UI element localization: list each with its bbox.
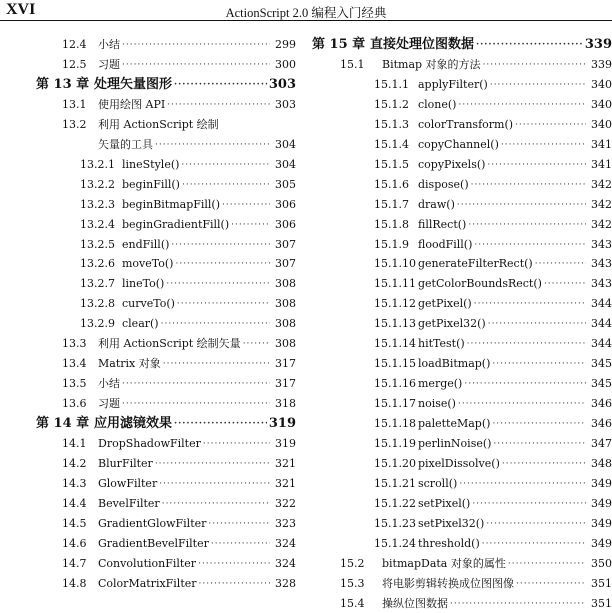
toc-entry-title: endFill() (122, 237, 170, 251)
toc-entry-number: 15.1.6 (374, 177, 409, 191)
toc-entry-title: lineStyle() (122, 157, 180, 171)
toc-page-number: 324 (275, 536, 296, 550)
toc-entry-title: 小结 (98, 377, 120, 391)
toc-entry-number: 15.1.23 (374, 516, 416, 530)
toc-entry (0, 555, 296, 573)
toc-page-number: 308 (275, 297, 296, 311)
leader-dots (155, 136, 270, 154)
toc-page-number: 308 (275, 277, 296, 291)
toc-entry (312, 275, 612, 293)
toc-page-number: 349 (591, 476, 612, 490)
toc-page-number: 351 (591, 596, 612, 610)
toc-entry (0, 395, 296, 413)
leader-dots (203, 435, 270, 453)
toc-page-number: 343 (591, 257, 612, 271)
toc-entry (0, 295, 296, 313)
leader-dots (174, 76, 267, 94)
leader-dots (483, 56, 586, 74)
toc-entry-title: setPixel() (418, 496, 471, 510)
toc-page-number: 299 (275, 38, 296, 51)
leader-dots (171, 236, 270, 254)
leader-dots (516, 575, 586, 593)
toc-entry-title: perlinNoise() (418, 437, 492, 450)
toc-entry (0, 575, 296, 593)
toc-entry (0, 236, 296, 254)
leader-dots (535, 255, 586, 273)
toc-entry-number: 14.3 (62, 476, 87, 490)
toc-entry-number: 15.1.20 (374, 456, 416, 470)
toc-entry-title: beginBitmapFill() (122, 197, 221, 211)
toc-entry (0, 176, 296, 194)
toc-entry-number: 14.2 (62, 456, 87, 470)
toc-entry-title: dispose() (418, 177, 469, 191)
toc-entry-number: 12.5 (62, 57, 87, 71)
toc-entry-title: generateFilterRect() (418, 257, 533, 271)
toc-entry-title: 直接处理位图数据 (370, 37, 475, 52)
toc-entry-title: 习题 (98, 57, 120, 71)
toc-entry-number: 15.1 (340, 57, 365, 71)
toc-entry-title: BevelFilter (98, 496, 160, 510)
toc-entry (312, 335, 612, 353)
toc-entry (312, 575, 612, 593)
toc-entry-title: 使用绘图 API (98, 97, 166, 111)
leader-dots (161, 315, 270, 333)
toc-page-number: 323 (275, 516, 296, 530)
toc-entry (312, 255, 612, 273)
toc-page-number: 306 (275, 217, 296, 231)
toc-entry-number: 13.2.4 (80, 217, 115, 231)
toc-entry-number: 14.7 (62, 556, 87, 570)
leader-dots (122, 36, 270, 54)
toc-entry-title: getColorBoundsRect() (418, 277, 542, 291)
toc-entry-title: hitTest() (418, 337, 465, 351)
toc-entry-number: 13.2.6 (80, 257, 115, 271)
leader-dots (515, 116, 586, 134)
leader-dots (122, 375, 270, 393)
toc-entry (312, 315, 612, 333)
toc-page-number: 308 (275, 317, 296, 331)
toc-page-number: 319 (268, 416, 296, 432)
toc-page-number: 344 (591, 337, 612, 351)
toc-entry-number: 15.1.8 (374, 217, 409, 231)
leader-dots (198, 555, 270, 573)
toc-entry (312, 375, 612, 393)
toc-entry-title: Matrix 对象 (98, 357, 161, 371)
toc-page-number: 343 (591, 277, 612, 291)
leader-dots (457, 196, 586, 214)
toc-entry (0, 335, 296, 353)
toc-entry-number: 13.6 (62, 397, 87, 411)
toc-entry (312, 76, 612, 94)
toc-entry-title: 利用 ActionScript 绘制 (98, 117, 219, 131)
leader-dots (450, 595, 586, 613)
toc-entry-title: colorTransform() (418, 117, 514, 131)
leader-dots (501, 136, 586, 154)
toc-page-number: 344 (591, 317, 612, 331)
toc-entry (312, 116, 612, 134)
leader-dots (487, 156, 586, 174)
toc-entry-title: 将电影剪辑转换成位图图像 (382, 576, 514, 590)
toc-entry (0, 515, 296, 533)
leader-dots (222, 196, 270, 214)
toc-entry-number: 15.1.9 (374, 237, 409, 251)
toc-page-number: 345 (591, 357, 612, 371)
toc-page-number: 339 (591, 57, 612, 71)
toc-page-number: 317 (275, 377, 296, 391)
toc-entry-title: ConvolutionFilter (98, 556, 197, 570)
toc-chapter-entry (312, 36, 612, 54)
toc-entry (312, 236, 612, 254)
toc-page-number: 349 (591, 536, 612, 550)
toc-entry (0, 495, 296, 513)
toc-entry-title: floodFill() (418, 237, 473, 251)
toc-page-number: 342 (591, 217, 612, 231)
toc-page-number: 306 (275, 197, 296, 211)
toc-entry-number: 15.1.17 (374, 397, 416, 411)
toc-entry-number: 14.5 (62, 516, 87, 530)
toc-entry-number: 15.1.5 (374, 157, 409, 171)
leader-dots (464, 375, 586, 393)
toc-entry-number: 15.1.10 (374, 257, 416, 271)
toc-entry (0, 355, 296, 373)
toc-entry-title: Bitmap 对象的方法 (382, 57, 481, 71)
toc-page-number: 341 (591, 137, 612, 151)
toc-entry-title: 应用滤镜效果 (94, 416, 173, 432)
toc-entry-title: 矢量的工具 (98, 137, 153, 151)
toc-entry-title: DropShadowFilter (98, 437, 201, 450)
leader-dots (122, 395, 270, 413)
toc-entry-title: 小结 (98, 38, 120, 51)
toc-entry (312, 555, 612, 573)
toc-entry-number: 13.2.7 (80, 277, 115, 291)
toc-entry (0, 116, 296, 134)
toc-entry-title: GlowFilter (98, 476, 158, 490)
toc-entry-title: curveTo() (122, 297, 175, 311)
toc-entry-number: 第 15 章 (312, 37, 366, 52)
toc-entry (0, 56, 296, 74)
toc-entry-title: merge() (418, 377, 463, 391)
toc-entry (312, 136, 612, 154)
toc-entry-number: 15.1.16 (374, 377, 416, 391)
toc-entry-title: copyPixels() (418, 157, 486, 171)
toc-page-number: 321 (275, 456, 296, 470)
toc-entry-number: 13.4 (62, 357, 87, 371)
toc-entry-number: 15.1.22 (374, 496, 416, 510)
leader-dots (482, 535, 586, 553)
toc-entry-number: 15.1.21 (374, 476, 416, 490)
toc-entry-number: 15.1.3 (374, 117, 409, 131)
leader-dots (488, 315, 586, 333)
toc-entry-title: getPixel() (418, 297, 472, 311)
toc-entry-number: 15.1.12 (374, 297, 416, 311)
leader-dots (175, 255, 270, 273)
toc-entry-title: pixelDissolve() (418, 456, 500, 470)
toc-entry-title: draw() (418, 197, 455, 211)
toc-entry-title: beginGradientFill() (122, 217, 230, 231)
toc-entry (0, 36, 296, 54)
toc-entry (312, 196, 612, 214)
toc-entry-title: loadBitmap() (418, 357, 491, 371)
toc-entry-number: 13.3 (62, 337, 87, 351)
toc-page-number: 300 (275, 57, 296, 71)
toc-entry (0, 455, 296, 473)
leader-dots (177, 295, 270, 313)
leader-dots (492, 355, 586, 373)
toc-page-number: 349 (591, 516, 612, 530)
toc-entry-number: 15.1.24 (374, 536, 416, 550)
toc-page-number: 308 (275, 337, 296, 351)
toc-page-number: 318 (275, 397, 296, 411)
toc-entry (0, 535, 296, 553)
leader-dots (459, 475, 586, 493)
leader-dots (211, 535, 270, 553)
toc-entry-number: 15.1.4 (374, 137, 409, 151)
leader-dots (471, 176, 586, 194)
toc-entry-title: paletteMap() (418, 417, 491, 431)
toc-entry (312, 96, 612, 114)
toc-page-number: 345 (591, 377, 612, 391)
toc-page-number: 340 (591, 77, 612, 91)
toc-page-number: 346 (591, 417, 612, 431)
toc-page-number: 303 (275, 97, 296, 111)
toc-entry (0, 375, 296, 393)
toc-entry (0, 475, 296, 493)
leader-dots (544, 275, 586, 293)
toc-page-number: 307 (275, 257, 296, 271)
toc-page-number: 343 (591, 237, 612, 251)
toc-entry (312, 355, 612, 373)
toc-entry-title: ColorMatrixFilter (98, 576, 197, 590)
header-rule (0, 20, 612, 21)
leader-dots (474, 236, 586, 254)
toc-entry (312, 295, 612, 313)
toc-entry-title: clear() (122, 317, 159, 331)
toc-entry-title: 处理矢量图形 (94, 76, 173, 92)
toc-page-number: 319 (275, 437, 296, 450)
toc-entry (0, 136, 296, 154)
toc-entry (312, 56, 612, 74)
toc-page-number: 321 (275, 476, 296, 490)
leader-dots (468, 216, 586, 234)
toc-entry (312, 535, 612, 553)
page-number: XVI (6, 1, 36, 18)
toc-page-number: 349 (591, 496, 612, 510)
toc-entry-number: 13.2.5 (80, 237, 115, 251)
toc-entry-number: 15.1.1 (374, 77, 409, 91)
toc-entry (312, 216, 612, 234)
toc-entry-number: 15.4 (340, 596, 365, 610)
toc-entry-number: 15.1.19 (374, 437, 416, 450)
toc-page-number: 304 (275, 137, 296, 151)
toc-entry (0, 96, 296, 114)
leader-dots (122, 56, 270, 74)
leader-dots (167, 96, 270, 114)
toc-page-number: 340 (591, 97, 612, 111)
leader-dots (474, 295, 586, 313)
toc-entry-number: 14.1 (62, 437, 87, 450)
leader-dots (199, 575, 270, 593)
toc-entry-title: clone() (418, 97, 457, 111)
leader-dots (155, 455, 270, 473)
toc-entry-number: 15.1.11 (374, 277, 416, 291)
toc-entry (312, 156, 612, 174)
toc-page-number: 347 (591, 437, 612, 450)
toc-entry-number: 14.6 (62, 536, 87, 550)
toc-entry-number: 15.1.13 (374, 317, 416, 331)
toc-page-number: 342 (591, 197, 612, 211)
toc-entry (312, 395, 612, 413)
toc-entry-number: 13.2.2 (80, 177, 115, 191)
leader-dots (472, 495, 586, 513)
toc-page-number: 317 (275, 357, 296, 371)
toc-entry-title: threshold() (418, 536, 480, 550)
toc-entry (0, 196, 296, 214)
toc-entry-number: 13.2.1 (80, 157, 115, 171)
toc-entry-number: 12.4 (62, 38, 87, 51)
page-header (0, 0, 612, 20)
book-title: ActionScript 2.0 编程入门经典 (225, 6, 387, 20)
toc-page-number: 348 (591, 456, 612, 470)
leader-dots (508, 555, 586, 573)
toc-entry-title: copyChannel() (418, 137, 499, 151)
toc-entry-number: 15.1.18 (374, 417, 416, 431)
toc-page-number: 305 (275, 177, 296, 191)
toc-entry-title: GradientGlowFilter (98, 516, 207, 530)
leader-dots (174, 415, 267, 433)
toc-page-number: 304 (275, 157, 296, 171)
toc-page-number: 351 (591, 576, 612, 590)
toc-entry (0, 216, 296, 234)
toc-page-number: 346 (591, 397, 612, 411)
toc-page-number: 340 (591, 117, 612, 131)
toc-entry-number: 14.8 (62, 576, 87, 590)
toc-entry-number: 13.2.8 (80, 297, 115, 311)
toc-entry (312, 176, 612, 194)
leader-dots (458, 395, 586, 413)
toc-page-number: 342 (591, 177, 612, 191)
leader-dots (231, 216, 270, 234)
leader-dots (467, 335, 586, 353)
toc-entry (312, 435, 612, 453)
toc-chapter-entry (0, 415, 296, 433)
leader-dots (490, 76, 586, 94)
toc-entry-title: bitmapData 对象的属性 (382, 556, 506, 570)
leader-dots (163, 355, 270, 373)
toc-entry (0, 315, 296, 333)
leader-dots (486, 515, 586, 533)
toc-page-number: 322 (275, 496, 296, 510)
leader-dots (458, 96, 586, 114)
toc-entry-title: 利用 ActionScript 绘制矢量 (98, 337, 241, 351)
toc-entry (312, 495, 612, 513)
toc-entry (0, 435, 296, 453)
toc-entry-number: 13.1 (62, 97, 87, 111)
toc-entry-title: BlurFilter (98, 456, 153, 470)
toc-entry (0, 255, 296, 273)
toc-entry-number: 13.2.3 (80, 197, 115, 211)
leader-dots (502, 455, 586, 473)
toc-entry (312, 415, 612, 433)
toc-entry (0, 275, 296, 293)
toc-entry-title: scroll() (418, 476, 458, 490)
leader-dots (166, 275, 270, 293)
toc-entry-number: 15.1.14 (374, 337, 416, 351)
leader-dots (159, 475, 270, 493)
toc-entry-title: setPixel32() (418, 516, 485, 530)
leader-dots (243, 335, 270, 353)
toc-page-number: 344 (591, 297, 612, 311)
toc-entry-number: 13.2.9 (80, 317, 115, 331)
toc-entry-title: moveTo() (122, 257, 174, 271)
toc-entry-number: 15.1.7 (374, 197, 409, 211)
toc-page-number: 339 (584, 37, 612, 52)
toc-entry-number: 15.1.2 (374, 97, 409, 111)
toc-entry-number: 15.2 (340, 556, 365, 570)
toc-entry-title: noise() (418, 397, 456, 411)
leader-dots (182, 176, 270, 194)
leader-dots (493, 435, 586, 453)
toc-entry-title: applyFilter() (418, 77, 488, 91)
toc-entry-number: 13.2 (62, 117, 87, 131)
leader-dots (181, 156, 270, 174)
toc-entry-title: 操纵位图数据 (382, 596, 448, 610)
toc-page-number: 350 (591, 556, 612, 570)
toc-chapter-entry (0, 76, 296, 94)
toc-entry-number: 15.3 (340, 576, 365, 590)
toc-entry-title: 习题 (98, 397, 120, 411)
toc-entry (0, 156, 296, 174)
toc-entry (312, 475, 612, 493)
toc-page-number: 303 (268, 76, 296, 92)
toc-entry-title: GradientBevelFilter (98, 536, 209, 550)
toc-page-number: 324 (275, 556, 296, 570)
leader-dots (476, 36, 583, 54)
toc-entry (312, 455, 612, 473)
leader-dots (162, 495, 270, 513)
leader-dots (492, 415, 586, 433)
toc-entry-title: lineTo() (122, 277, 165, 291)
toc-entry (312, 515, 612, 533)
toc-entry-title: fillRect() (418, 217, 467, 231)
toc-entry-title: getPixel32() (418, 317, 486, 331)
leader-dots (208, 515, 270, 533)
toc-entry-title: beginFill() (122, 177, 180, 191)
toc-entry-number: 15.1.15 (374, 357, 416, 371)
toc-page-number: 328 (275, 576, 296, 590)
toc-entry-number: 第 14 章 (36, 416, 90, 432)
toc-page-number: 307 (275, 237, 296, 251)
toc-entry-number: 14.4 (62, 496, 87, 510)
toc-page-number: 341 (591, 157, 612, 171)
toc-entry-number: 13.5 (62, 377, 87, 391)
toc-entry-number: 第 13 章 (36, 76, 90, 92)
toc-entry (312, 595, 612, 613)
